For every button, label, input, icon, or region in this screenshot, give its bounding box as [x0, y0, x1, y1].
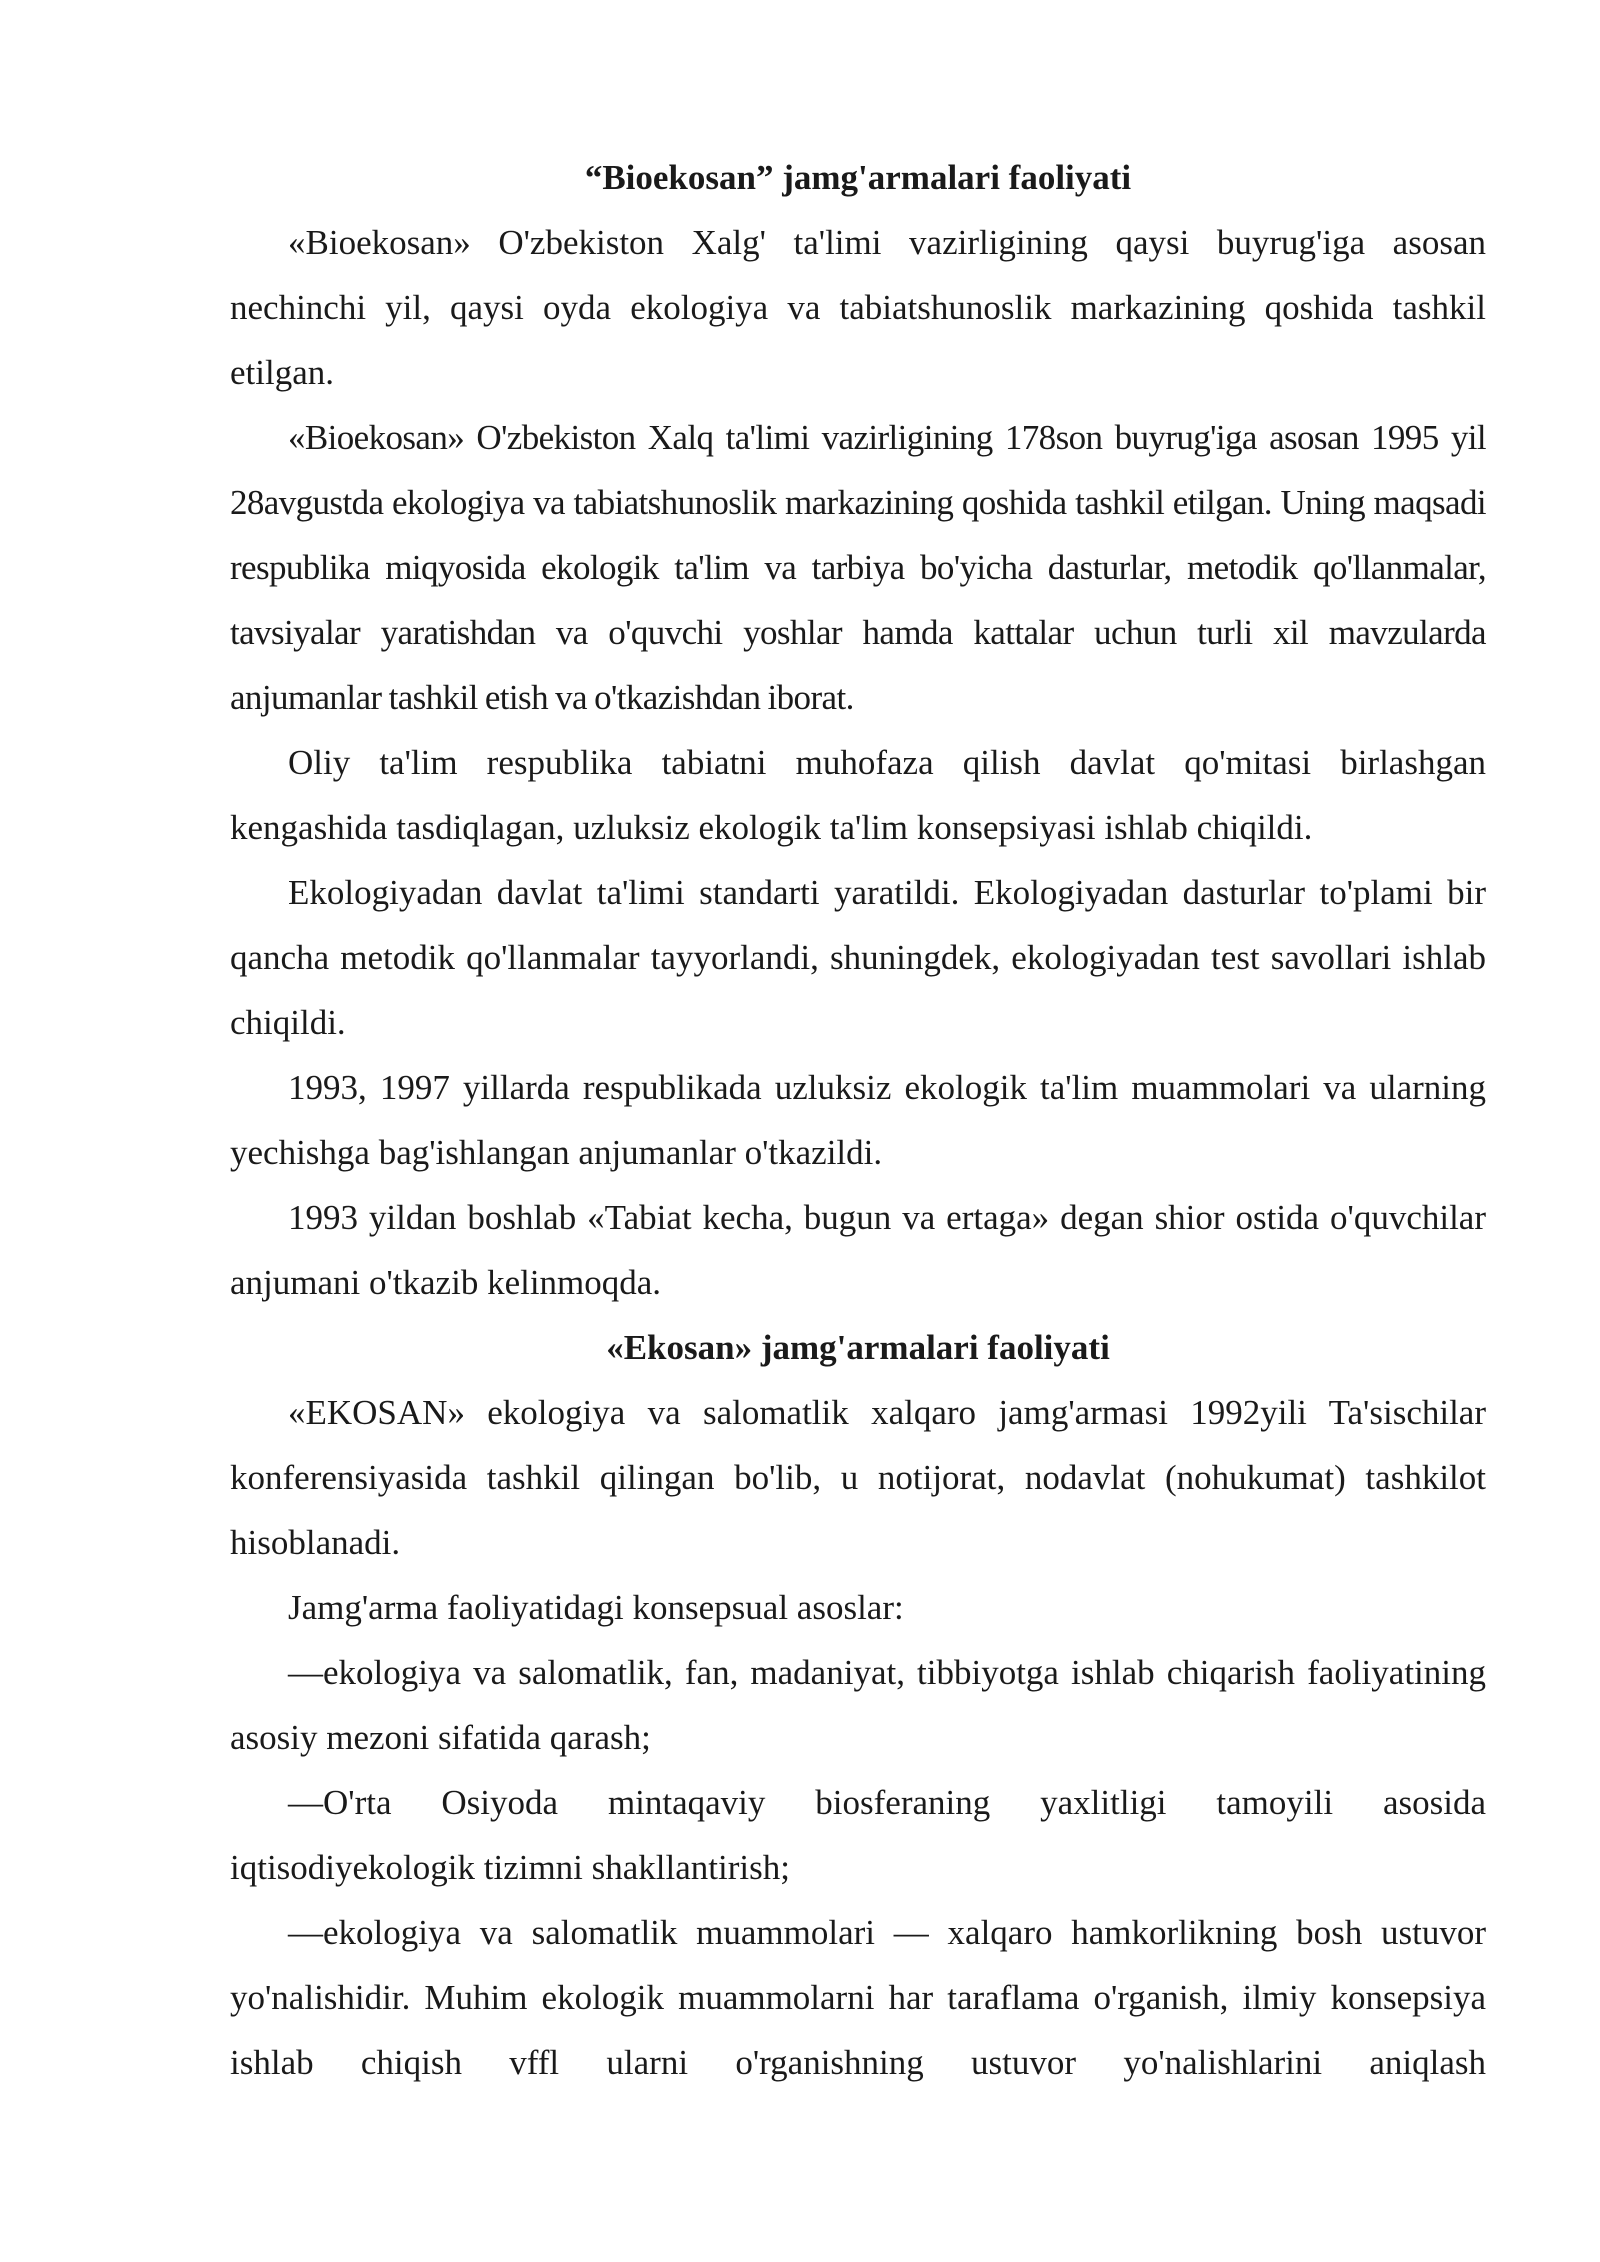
- document-page: [230, 145, 1486, 2095]
- paragraph: «Bioekosan» O'zbekiston Xalq ta'limi vazirligining 178son buyrug'iga asosan 1995 yil 28avgustda ekologiya va tabiatshunoslik markazining qoshida tashkil etilgan. Uning maqsadi respublika miqyosida ekologik ta'lim va tarbiya bo'yicha dasturlar, metodik qo'llanmalar, tavsiyalar yaratishdan va o'quvchi yoshlar hamda kattalar uchun turli xil mavzularda anjumanlar tashkil etish va o'tkazishdan iborat.: [230, 418, 1486, 717]
- paragraph: Oliy ta'lim respublika tabiatni muhofaza qilish davlat qo'mitasi birlashgan kengashida tasdiqlagan, uzluksiz ekologik ta'lim konsepsiyasi ishlab chiqildi.: [230, 743, 1486, 847]
- paragraph: Ekologiyadan davlat ta'limi standarti yaratildi. Ekologiyadan dasturlar to'plami bir qancha metodik qo'llanmalar tayyorlandi, shuningdek, ekologiyadan test savollari ishlab chiqildi.: [230, 873, 1486, 1042]
- paragraph: 1993 yildan boshlab «Tabiat kecha, bugun va ertaga» degan shior ostida o'quvchilar anjumani o'tkazib kelinmoqda.: [230, 1198, 1486, 1302]
- paragraph: Jamg'arma faoliyatidagi konsepsual asoslar:: [288, 1588, 904, 1627]
- paragraph: «EKOSAN» ekologiya va salomatlik xalqaro jamg'armasi 1992yili Ta'sischilar konferensiyasida tashkil qilingan bo'lib, u notijorat, nodavlat (nohukumat) tashkilot hisoblanadi.: [230, 1393, 1486, 1562]
- list-item: —ekologiya va salomatlik, fan, madaniyat, tibbiyotga ishlab chiqarish faoliyatining asosiy mezoni sifatida qarash;: [230, 1653, 1486, 1757]
- section-title-ekosan: «Ekosan» jamg'armalari faoliyati: [606, 1328, 1110, 1367]
- list-item: —O'rta Osiyoda mintaqaviy biosferaning yaxlitligi tamoyili asosida iqtisodiyekologik tizimni shakllantirish;: [230, 1783, 1486, 1887]
- paragraph: «Bioekosan» O'zbekiston Xalg' ta'limi vazirligining qaysi buyrug'iga asosan nechinchi yil, qaysi oyda ekologiya va tabiatshunoslik markazining qoshida tashkil etilgan.: [230, 223, 1486, 392]
- paragraph: 1993, 1997 yillarda respublikada uzluksiz ekologik ta'lim muammolari va ularning yechishga bag'ishlangan anjumanlar o'tkazildi.: [230, 1068, 1486, 1172]
- list-item: —ekologiya va salomatlik muammolari — xalqaro hamkorlikning bosh ustuvor yo'nalishidir. Muhim ekologik muammolarni har taraflama o'rganish, ilmiy konsepsiya ishlab chiqish vffl ularni o'rganishning ustuvor yo'nalishlarini aniqlash: [230, 1913, 1486, 2082]
- section-title-bioekosan: “Bioekosan” jamg'armalari faoliyati: [584, 158, 1132, 197]
